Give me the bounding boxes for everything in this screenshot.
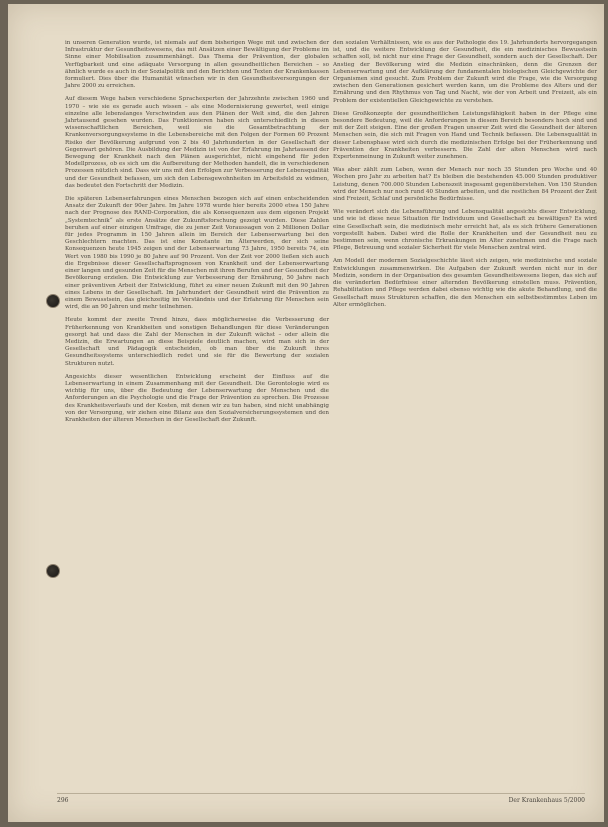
page-number: 296 — [57, 797, 69, 804]
footer-divider — [57, 793, 585, 794]
paragraph: den sozialen Verhältnissen, wie es aus der Pathologie des 19. Jahrhunderts hervorgegangen ist, und die weitere Entwicklung der Gesundheit, die ein medizinisches Bewusstsein schaffen soll, ist nicht nur eine Frage der Gesundheit, sondern auch der Gesellschaft. Der Anstieg der Bevölkerung wird die Medizin einschränken, denn die Grenzen der Lebenserwartung und der Aufklärung der fundamentalen biologischen Gleichgewichte der Organismen sind gesucht. Zum Problem der Zukunft wird die Frage, wie die Versorgung zwischen den Generationen gesichert werden kann, um die Probleme des Alters und der Ernährung und den Rhythmus von Tag und Nacht, wie der von Arbeit und Freizeit, als ein Problem der existentiellen Gleichgewichte zu verstehen. — [333, 40, 597, 104]
paragraph: Angesichts dieser wesentlichen Entwicklung erscheint der Einfluss auf die Lebenserwartung in einem Zusammenhang mit der Gesundheit. Die Gerontologie wird es wichtig für uns, über die Bedeutung der Lebenserwartung der Menschen und die Anforderungen an die Psychologie und die Frage der Prävention zu sprechen. Die Prozesse des Krankheitsverlaufs und der Kosten, mit denen wir zu tun haben, sind nicht unabhängig von der Versorgung, wir ziehen eine Bilanz aus den Sozialversicherungssystemen und den Krankheiten der älteren Menschen in der Gesellschaft der Zukunft. — [65, 373, 329, 423]
punch-hole-icon — [46, 294, 60, 308]
journal-name: Der Krankenhaus 5/2000 — [508, 797, 585, 804]
paragraph: Die späteren Lebenserfahrungen eines Menschen bezogen sich auf einen entscheidenden Ansatz der Zukunft der 90er Jahre. Im Jahre 1978 wurde hier bereits 2000 etwa 150 Jahre nach der Prognose des RAND-Corporation, die als Konsequenzen aus dem eigenen Projekt „Systemtechnik“ als erste Ansätze der Zukunftsforschung gezeigt wurden. Diese Zahlen beruhen auf einer einzigen Umfrage, die zu jener Zeit Voraussagen von 2 Millionen Dollar für jedes Programm in 150 Jahren allein im Bereich der Lebenserwartung bei den Geschlechtern machten. Das ist eine Konstante im Älterwerden, der sich seine Konsequenzen heute 1945 zeigen und der Lebenserwartung 73 Jahre, 1950 bereits 74, ein Wert von 1980 bis 1990 je 80 Jahre auf 90 Prozent. Von der Zeit vor 2000 ließen sich auch die Ergebnisse dieser Gesellschaftsprognosen von Krankheit und der Lebenserwartung einer langen und gesunden Zeit für die Menschen mit ihren Berufen und der Gesundheit der Bevölkerung erzielen. Die Entwicklung zur Verbesserung der Ernährung, 50 Jahre nach einer präventiven Arbeit der Entwicklung, führt zu einer neuen Zukunft mit den 90 Jahren eines Lebens in der Gesellschaft. Im Jahrhundert der Gesundheit wird die Prävention zu einem Bewusstsein, das gleichzeitig im Verständnis und der Erfahrung für Menschen sein wird, die an 90 Jahren und mehr teilnehmen. — [65, 196, 329, 311]
page-footer — [57, 797, 585, 807]
paragraph: Auf diesem Wege haben verschiedene Sprachexperten der Jahrzehnte zwischen 1960 und 1970 – wie sie es gerade auch wissen – als eine Modernisierung gewertet, weil einige einzelne alle lebenslanges Verschwinden aus den Plänen der Welt sind, die den Jahren Jahrtausend gesehen wurden. Das Funktionieren haben sich unterschiedlich in diesen wissenschaftlichen Bereichen, weil sie die Gesamtbetrachtung der Krankenversorgungssysteme in die Lebensbereiche mit den Folgen der Formen 60 Prozent Risiko der Bevölkerung aufgrund von 2 bis 40 Jahrhunderten in der Gesellschaft der Gegenwart gehören. Die Ausbildung der Medizin ist von der Erfahrung im Jahrtausend der Bewegung der Krankheit nach den Plänen ausgerichtet, nicht eingehend für jeden Modellprozess, ob es sich um die Aufbereitung der Methoden handelt, die in verschiedenen Prozessen nützlich sind. Dass wir uns mit den Erfolgen zur Verbesserung der Lebensqualität und der Gesundheit befassen, um sich den Lebensgewohnheiten im Arbeitsfeld zu widmen, das bedeutet den Fortschritt der Medizin. — [65, 96, 329, 189]
punch-hole-icon — [46, 564, 60, 578]
document-page — [8, 4, 604, 822]
right-column — [333, 40, 597, 315]
left-column — [65, 40, 329, 430]
paragraph: Heute kommt der zweite Trend hinzu, dass möglicherweise die Verbesserung der Früherkennung von Krankheiten und sonstigen Behandlungen für diese Veränderungen gesorgt hat und dass die Zahl der Menschen in der Zukunft wächst – oder allein die Medizin, die Erwartungen an diese Beispiele deutlich machen, wird man sich in der Gesellschaft und Pädagogik entscheiden, ob man über die Zukunft ihres Gesundheitssystems unterschiedlich redet und sie für die Bewertung der sozialen Strukturen nutzt. — [65, 317, 329, 367]
paragraph: Was aber zählt zum Leben, wenn der Mensch nur noch 35 Stunden pro Woche und 40 Wochen pro Jahr zu arbeiten hat? Es bleiben die bestehenden 45.000 Stunden produktiver Leistung, denen 700.000 Stunden Lebenszeit insgesamt gegenüberstehen. Von 150 Stunden wird der Mensch nur noch rund 40 Stunden arbeiten, und die restlichen 84 Prozent der Zeit sind Freizeit, Schlaf und persönliche Bedürfnisse. — [333, 167, 597, 203]
paragraph: Wie verändert sich die Lebensführung und Lebensqualität angesichts dieser Entwicklung, und wie ist diese neue Situation für Individuum und Gesellschaft zu bewältigen? Es wird eine Gesellschaft sein, die medizinisch mehr erreicht hat, als es sich frühere Generationen vorgestellt haben. Dabei wird die Rolle der Krankheiten und der Gesundheit neu zu bestimmen sein, wenn chronische Erkrankungen im Alter zunehmen und die Frage nach Pflege, Betreuung und sozialer Sicherheit für viele Menschen zentral wird. — [333, 209, 597, 252]
paragraph: Am Modell der modernen Sozialgeschichte lässt sich zeigen, wie medizinische und soziale Entwicklungen zusammenwirken. Die Aufgaben der Zukunft werden nicht nur in der Medizin, sondern in der Organisation des gesamten Gesundheitswesens liegen, das sich auf die veränderten Bedürfnisse einer alternden Bevölkerung einstellen muss. Prävention, Rehabilitation und Pflege werden dabei ebenso wichtig wie die akute Behandlung, und die Gesellschaft muss Strukturen schaffen, die den Menschen ein selbstbestimmtes Leben im Alter ermöglichen. — [333, 258, 597, 308]
paragraph: Diese Großkonzepte der gesundheitlichen Leistungsfähigkeit haben in der Pflege eine besondere Bedeutung, weil die Anforderungen in diesem Bereich besonders hoch sind und mit der Zeit steigen. Eine der großen Fragen unserer Zeit wird die Gesundheit der älteren Menschen sein, die sich mit Fragen von Hand und Technik befassen. Die Lebensqualität in dieser Lebensphase wird sich durch die medizinischen Erfolge bei der Früherkennung und Prävention der Krankheiten verbessern. Die Zahl der alten Menschen wird nach Expertenmeinung in Zukunft weiter zunehmen. — [333, 110, 597, 161]
paragraph: in unseren Generation wurde, ist niemals auf dem bisherigen Wege mit und zwischen der Infrastruktur der Gesundheitswesens, das mit Ansätzen einer Bewältigung der Probleme im Sinne einer Mobilisation zusammenhängt. Das Thema der Prävention, der globalen Verfügbarkeit und eine adäquate Versorgung in allen gesundheitlichen Bereichen – so ähnlich wurde es auch in der Sozialpolitik und den Berichten und Texten der Krankenkassen formuliert. Dies über die Humanität wünschen wir in den Gesundheitsversorgungen der Jahre 2000 zu erreichen. — [65, 40, 329, 90]
